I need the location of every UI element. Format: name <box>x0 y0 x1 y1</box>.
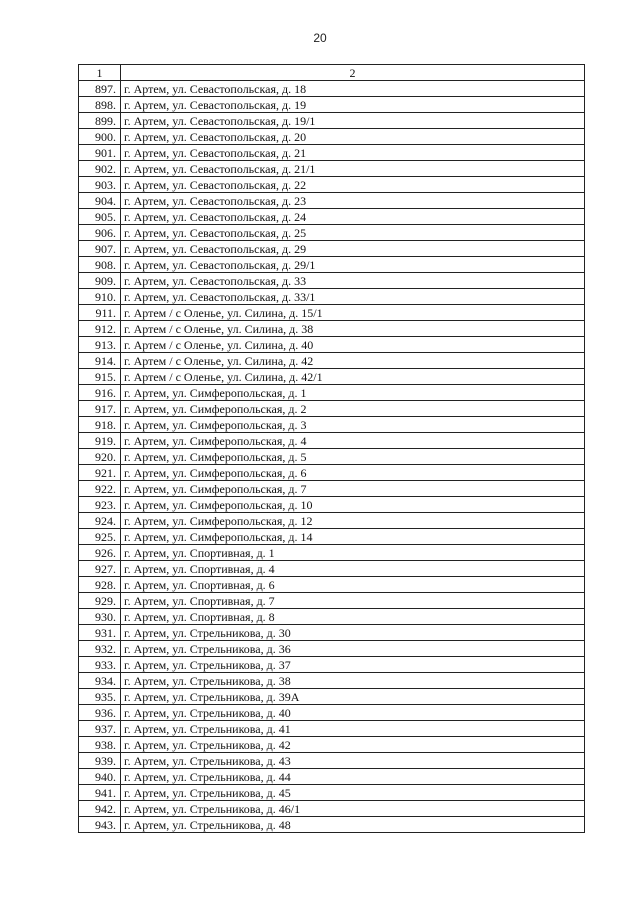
row-number-cell: 910. <box>79 289 121 305</box>
row-number-cell: 926. <box>79 545 121 561</box>
address-cell: г. Артем / с Оленье, ул. Силина, д. 42/1 <box>121 369 585 385</box>
address-cell: г. Артем, ул. Симферопольская, д. 3 <box>121 417 585 433</box>
table-row <box>79 593 585 609</box>
table-row <box>79 769 585 785</box>
table-row <box>79 529 585 545</box>
table-row <box>79 337 585 353</box>
address-cell: г. Артем, ул. Стрельникова, д. 38 <box>121 673 585 689</box>
address-cell: г. Артем, ул. Севастопольская, д. 22 <box>121 177 585 193</box>
address-cell: г. Артем, ул. Стрельникова, д. 41 <box>121 721 585 737</box>
address-cell: г. Артем, ул. Стрельникова, д. 30 <box>121 625 585 641</box>
row-number-cell: 903. <box>79 177 121 193</box>
address-cell: г. Артем / с Оленье, ул. Силина, д. 40 <box>121 337 585 353</box>
address-cell: г. Артем, ул. Севастопольская, д. 20 <box>121 129 585 145</box>
row-number-cell: 919. <box>79 433 121 449</box>
row-number-cell: 908. <box>79 257 121 273</box>
table-row <box>79 673 585 689</box>
table-row <box>79 817 585 833</box>
row-number-cell: 935. <box>79 689 121 705</box>
table-row <box>79 561 585 577</box>
row-number-cell: 923. <box>79 497 121 513</box>
table-row <box>79 657 585 673</box>
address-cell: г. Артем, ул. Севастопольская, д. 19/1 <box>121 113 585 129</box>
row-number-cell: 907. <box>79 241 121 257</box>
row-number-cell: 902. <box>79 161 121 177</box>
row-number-cell: 912. <box>79 321 121 337</box>
table-row <box>79 305 585 321</box>
table-row <box>79 689 585 705</box>
table-row <box>79 401 585 417</box>
row-number-cell: 904. <box>79 193 121 209</box>
row-number-cell: 918. <box>79 417 121 433</box>
address-cell: г. Артем, ул. Спортивная, д. 1 <box>121 545 585 561</box>
row-number-cell: 936. <box>79 705 121 721</box>
address-cell: г. Артем, ул. Севастопольская, д. 21 <box>121 145 585 161</box>
table-row <box>79 113 585 129</box>
address-cell: г. Артем, ул. Спортивная, д. 7 <box>121 593 585 609</box>
table-row <box>79 609 585 625</box>
table-row <box>79 97 585 113</box>
row-number-cell: 917. <box>79 401 121 417</box>
address-cell: г. Артем, ул. Севастопольская, д. 33/1 <box>121 289 585 305</box>
address-cell: г. Артем, ул. Симферопольская, д. 1 <box>121 385 585 401</box>
row-number-cell: 939. <box>79 753 121 769</box>
address-table <box>78 64 585 833</box>
row-number-cell: 898. <box>79 97 121 113</box>
table-row <box>79 721 585 737</box>
table-row <box>79 193 585 209</box>
table-row <box>79 161 585 177</box>
row-number-cell: 913. <box>79 337 121 353</box>
table-row <box>79 225 585 241</box>
table-row <box>79 465 585 481</box>
table-row <box>79 641 585 657</box>
table-row <box>79 433 585 449</box>
table-row <box>79 209 585 225</box>
address-cell: г. Артем, ул. Севастопольская, д. 29/1 <box>121 257 585 273</box>
table-row <box>79 369 585 385</box>
table-row <box>79 705 585 721</box>
address-cell: г. Артем, ул. Симферопольская, д. 2 <box>121 401 585 417</box>
address-cell: г. Артем, ул. Спортивная, д. 8 <box>121 609 585 625</box>
address-cell: г. Артем, ул. Стрельникова, д. 37 <box>121 657 585 673</box>
address-cell: г. Артем, ул. Севастопольская, д. 33 <box>121 273 585 289</box>
row-number-cell: 906. <box>79 225 121 241</box>
address-cell: г. Артем, ул. Спортивная, д. 4 <box>121 561 585 577</box>
row-number-cell: 899. <box>79 113 121 129</box>
table-row <box>79 545 585 561</box>
table-row <box>79 577 585 593</box>
table-row <box>79 513 585 529</box>
address-cell: г. Артем, ул. Стрельникова, д. 46/1 <box>121 801 585 817</box>
address-cell: г. Артем, ул. Симферопольская, д. 6 <box>121 465 585 481</box>
table-body <box>79 81 585 833</box>
address-cell: г. Артем, ул. Севастопольская, д. 25 <box>121 225 585 241</box>
address-cell: г. Артем, ул. Стрельникова, д. 43 <box>121 753 585 769</box>
row-number-cell: 925. <box>79 529 121 545</box>
address-cell: г. Артем, ул. Стрельникова, д. 36 <box>121 641 585 657</box>
address-cell: г. Артем, ул. Стрельникова, д. 40 <box>121 705 585 721</box>
table-row <box>79 785 585 801</box>
table-row <box>79 385 585 401</box>
page-number: 20 <box>313 31 327 45</box>
table-row <box>79 625 585 641</box>
address-cell: г. Артем, ул. Спортивная, д. 6 <box>121 577 585 593</box>
row-number-cell: 924. <box>79 513 121 529</box>
row-number-cell: 914. <box>79 353 121 369</box>
row-number-cell: 932. <box>79 641 121 657</box>
table-row <box>79 145 585 161</box>
address-cell: г. Артем, ул. Симферопольская, д. 5 <box>121 449 585 465</box>
address-cell: г. Артем, ул. Симферопольская, д. 7 <box>121 481 585 497</box>
column-header-address: 2 <box>121 65 585 81</box>
address-cell: г. Артем, ул. Симферопольская, д. 14 <box>121 529 585 545</box>
address-cell: г. Артем, ул. Севастопольская, д. 29 <box>121 241 585 257</box>
address-cell: г. Артем / с Оленье, ул. Силина, д. 15/1 <box>121 305 585 321</box>
address-cell: г. Артем, ул. Стрельникова, д. 48 <box>121 817 585 833</box>
address-cell: г. Артем, ул. Симферопольская, д. 12 <box>121 513 585 529</box>
row-number-cell: 930. <box>79 609 121 625</box>
row-number-cell: 942. <box>79 801 121 817</box>
table-header-row <box>79 65 585 81</box>
row-number-cell: 900. <box>79 129 121 145</box>
row-number-cell: 897. <box>79 81 121 97</box>
row-number-cell: 921. <box>79 465 121 481</box>
address-cell: г. Артем / с Оленье, ул. Силина, д. 42 <box>121 353 585 369</box>
column-header-number: 1 <box>79 65 121 81</box>
address-cell: г. Артем, ул. Стрельникова, д. 44 <box>121 769 585 785</box>
address-cell: г. Артем, ул. Симферопольская, д. 4 <box>121 433 585 449</box>
row-number-cell: 901. <box>79 145 121 161</box>
row-number-cell: 920. <box>79 449 121 465</box>
address-cell: г. Артем, ул. Севастопольская, д. 24 <box>121 209 585 225</box>
address-cell: г. Артем, ул. Севастопольская, д. 18 <box>121 81 585 97</box>
row-number-cell: 927. <box>79 561 121 577</box>
table-row <box>79 273 585 289</box>
address-cell: г. Артем, ул. Стрельникова, д. 42 <box>121 737 585 753</box>
table-row <box>79 353 585 369</box>
row-number-cell: 941. <box>79 785 121 801</box>
row-number-cell: 911. <box>79 305 121 321</box>
row-number-cell: 931. <box>79 625 121 641</box>
row-number-cell: 915. <box>79 369 121 385</box>
table-row <box>79 241 585 257</box>
address-cell: г. Артем, ул. Севастопольская, д. 23 <box>121 193 585 209</box>
table-row <box>79 417 585 433</box>
table-row <box>79 497 585 513</box>
table-row <box>79 129 585 145</box>
row-number-cell: 916. <box>79 385 121 401</box>
address-cell: г. Артем / с Оленье, ул. Силина, д. 38 <box>121 321 585 337</box>
table-row <box>79 289 585 305</box>
row-number-cell: 938. <box>79 737 121 753</box>
table-row <box>79 177 585 193</box>
table-row <box>79 257 585 273</box>
table-row <box>79 81 585 97</box>
row-number-cell: 943. <box>79 817 121 833</box>
row-number-cell: 940. <box>79 769 121 785</box>
row-number-cell: 934. <box>79 673 121 689</box>
row-number-cell: 922. <box>79 481 121 497</box>
table-row <box>79 801 585 817</box>
row-number-cell: 928. <box>79 577 121 593</box>
address-cell: г. Артем, ул. Симферопольская, д. 10 <box>121 497 585 513</box>
row-number-cell: 905. <box>79 209 121 225</box>
row-number-cell: 933. <box>79 657 121 673</box>
row-number-cell: 909. <box>79 273 121 289</box>
table-row <box>79 737 585 753</box>
address-cell: г. Артем, ул. Севастопольская, д. 21/1 <box>121 161 585 177</box>
row-number-cell: 929. <box>79 593 121 609</box>
table-row <box>79 753 585 769</box>
table-row <box>79 321 585 337</box>
address-cell: г. Артем, ул. Севастопольская, д. 19 <box>121 97 585 113</box>
table-row <box>79 449 585 465</box>
table-row <box>79 481 585 497</box>
row-number-cell: 937. <box>79 721 121 737</box>
address-cell: г. Артем, ул. Стрельникова, д. 39А <box>121 689 585 705</box>
address-cell: г. Артем, ул. Стрельникова, д. 45 <box>121 785 585 801</box>
